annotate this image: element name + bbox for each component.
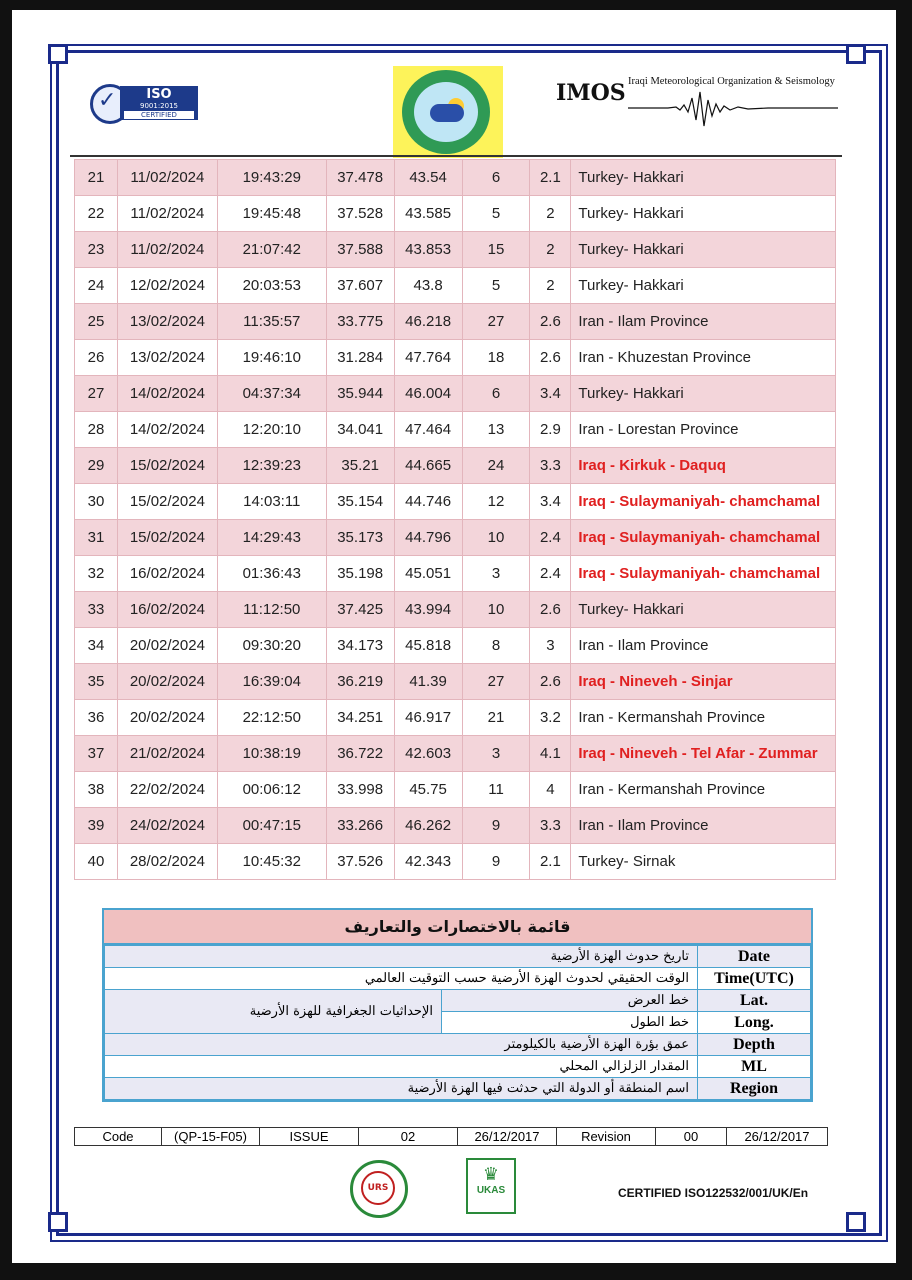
check-icon: ✓ [98,88,117,113]
row-number-cell: 34 [75,628,118,664]
magnitude-cell: 2.4 [530,520,571,556]
date-cell: 13/02/2024 [117,304,217,340]
table-row [75,268,836,304]
magnitude-cell: 2.6 [530,304,571,340]
table-row [75,628,836,664]
table-row [75,772,836,808]
abbr-coordinates: الإحداثيات الجغرافية للهزة الأرضية [105,990,442,1034]
row-number-cell: 30 [75,484,118,520]
depth-cell: 3 [462,736,530,772]
latitude-cell: 34.173 [326,628,394,664]
time-cell: 19:46:10 [217,340,326,376]
depth-cell: 27 [462,664,530,700]
magnitude-cell: 3.4 [530,484,571,520]
latitude-cell: 35.198 [326,556,394,592]
depth-cell: 10 [462,520,530,556]
latitude-cell: 37.478 [326,160,394,196]
longitude-cell: 46.917 [394,700,462,736]
longitude-cell: 47.764 [394,340,462,376]
issue-date: 26/12/2017 [458,1128,557,1146]
table-row [75,376,836,412]
crown-icon: ♛ [482,1164,500,1184]
longitude-cell: 43.54 [394,160,462,196]
date-cell: 11/02/2024 [117,232,217,268]
longitude-cell: 43.8 [394,268,462,304]
org-short-name: IMOS [556,80,626,106]
depth-cell: 5 [462,196,530,232]
magnitude-cell: 4.1 [530,736,571,772]
abbreviations-title: قائمة بالاختصارات والتعاريف [104,910,811,945]
table-row [75,412,836,448]
time-cell: 19:45:48 [217,196,326,232]
time-cell: 11:12:50 [217,592,326,628]
date-cell: 15/02/2024 [117,484,217,520]
latitude-cell: 33.775 [326,304,394,340]
magnitude-cell: 2 [530,232,571,268]
depth-cell: 9 [462,808,530,844]
date-cell: 22/02/2024 [117,772,217,808]
longitude-cell: 46.218 [394,304,462,340]
depth-cell: 11 [462,772,530,808]
row-number-cell: 33 [75,592,118,628]
abbr-row [105,1056,811,1078]
date-cell: 11/02/2024 [117,160,217,196]
date-cell: 16/02/2024 [117,556,217,592]
cloud-icon [430,104,464,122]
depth-cell: 6 [462,376,530,412]
row-number-cell: 23 [75,232,118,268]
abbr-row [105,1034,811,1056]
abbr-arabic: تاريخ حدوث الهزة الأرضية [105,946,698,968]
longitude-cell: 47.464 [394,412,462,448]
depth-cell: 5 [462,268,530,304]
iso-standard: 9001:2015 [140,102,178,110]
magnitude-cell: 2.9 [530,412,571,448]
revision-value: 00 [656,1128,727,1146]
table-row [75,484,836,520]
date-cell: 24/02/2024 [117,808,217,844]
longitude-cell: 46.004 [394,376,462,412]
table-row [75,844,836,880]
latitude-cell: 37.588 [326,232,394,268]
row-number-cell: 21 [75,160,118,196]
longitude-cell: 43.994 [394,592,462,628]
depth-cell: 12 [462,484,530,520]
abbr-row [105,1078,811,1100]
row-number-cell: 27 [75,376,118,412]
document-code-table [74,1127,828,1146]
table-row [75,808,836,844]
depth-cell: 15 [462,232,530,268]
latitude-cell: 35.154 [326,484,394,520]
table-row [75,232,836,268]
region-cell: Iraq - Sulaymaniyah- chamchamal [571,520,836,556]
latitude-cell: 36.219 [326,664,394,700]
magnitude-cell: 3 [530,628,571,664]
abbr-english: Time(UTC) [698,968,811,990]
longitude-cell: 43.853 [394,232,462,268]
region-cell: Iran - Ilam Province [571,304,836,340]
region-cell: Iraq - Nineveh - Tel Afar - Zummar [571,736,836,772]
urs-logo [350,1160,408,1218]
region-cell: Turkey- Sirnak [571,844,836,880]
row-number-cell: 35 [75,664,118,700]
row-number-cell: 29 [75,448,118,484]
row-number-cell: 28 [75,412,118,448]
depth-cell: 6 [462,160,530,196]
border-corner [846,1212,866,1232]
iso-text: ISO [146,87,172,102]
ukas-text: UKAS [476,1185,506,1196]
date-cell: 20/02/2024 [117,700,217,736]
row-number-cell: 32 [75,556,118,592]
abbr-row [105,990,811,1012]
time-cell: 20:03:53 [217,268,326,304]
time-cell: 10:45:32 [217,844,326,880]
table-row [75,520,836,556]
longitude-cell: 41.39 [394,664,462,700]
region-cell: Turkey- Hakkari [571,268,836,304]
magnitude-cell: 2.1 [530,844,571,880]
abbr-arabic: خط الطول [442,1012,698,1034]
region-cell: Turkey- Hakkari [571,376,836,412]
latitude-cell: 37.425 [326,592,394,628]
magnitude-cell: 4 [530,772,571,808]
border-corner [48,44,68,64]
abbr-english: ML [698,1056,811,1078]
abbr-row [105,946,811,968]
longitude-cell: 45.818 [394,628,462,664]
abbr-english: Region [698,1078,811,1100]
abbr-arabic: خط العرض [442,990,698,1012]
latitude-cell: 33.266 [326,808,394,844]
revision-label: Revision [557,1128,656,1146]
table-row [75,340,836,376]
certification-text: CERTIFIED ISO122532/001/UK/En [618,1186,809,1200]
row-number-cell: 38 [75,772,118,808]
abbr-arabic: المقدار الزلزالي المحلي [105,1056,698,1078]
table-row [75,448,836,484]
date-cell: 14/02/2024 [117,412,217,448]
abbr-arabic: عمق بؤرة الهزة الأرضية بالكيلومتر [105,1034,698,1056]
abbreviations-box [102,908,813,1102]
magnitude-cell: 2.6 [530,340,571,376]
latitude-cell: 35.21 [326,448,394,484]
time-cell: 21:07:42 [217,232,326,268]
row-number-cell: 24 [75,268,118,304]
abbr-english: Date [698,946,811,968]
latitude-cell: 31.284 [326,340,394,376]
time-cell: 11:35:57 [217,304,326,340]
emblem-core [414,82,478,142]
latitude-cell: 36.722 [326,736,394,772]
depth-cell: 3 [462,556,530,592]
magnitude-cell: 3.3 [530,808,571,844]
region-cell: Iraq - Sulaymaniyah- chamchamal [571,556,836,592]
date-cell: 16/02/2024 [117,592,217,628]
date-cell: 21/02/2024 [117,736,217,772]
time-cell: 12:39:23 [217,448,326,484]
revision-date: 26/12/2017 [727,1128,828,1146]
latitude-cell: 34.041 [326,412,394,448]
longitude-cell: 45.75 [394,772,462,808]
region-cell: Turkey- Hakkari [571,160,836,196]
region-cell: Iran - Kermanshah Province [571,772,836,808]
abbr-english: Depth [698,1034,811,1056]
depth-cell: 13 [462,412,530,448]
border-corner [846,44,866,64]
table-row [75,664,836,700]
abbr-row [105,968,811,990]
depth-cell: 18 [462,340,530,376]
code-row [75,1128,828,1146]
magnitude-cell: 2 [530,268,571,304]
time-cell: 00:06:12 [217,772,326,808]
table-row [75,304,836,340]
magnitude-cell: 2.6 [530,664,571,700]
depth-cell: 10 [462,592,530,628]
abbr-arabic: الوقت الحقيقي لحدوث الهزة الأرضية حسب التوقيت العالمي [105,968,698,990]
time-cell: 12:20:10 [217,412,326,448]
row-number-cell: 26 [75,340,118,376]
time-cell: 14:03:11 [217,484,326,520]
latitude-cell: 34.251 [326,700,394,736]
header-divider [70,155,842,157]
date-cell: 14/02/2024 [117,376,217,412]
longitude-cell: 42.603 [394,736,462,772]
date-cell: 13/02/2024 [117,340,217,376]
latitude-cell: 35.944 [326,376,394,412]
region-cell: Iran - Ilam Province [571,808,836,844]
time-cell: 10:38:19 [217,736,326,772]
seismograph-icon [628,88,838,128]
code-label: Code [75,1128,162,1146]
date-cell: 12/02/2024 [117,268,217,304]
magnitude-cell: 3.2 [530,700,571,736]
ukas-logo [466,1158,516,1214]
issue-label: ISSUE [260,1128,359,1146]
longitude-cell: 44.746 [394,484,462,520]
region-cell: Turkey- Hakkari [571,592,836,628]
region-cell: Iraq - Sulaymaniyah- chamchamal [571,484,836,520]
iso-certified: CERTIFIED [124,111,194,119]
longitude-cell: 44.665 [394,448,462,484]
emblem-ring [402,70,490,154]
row-number-cell: 39 [75,808,118,844]
depth-cell: 9 [462,844,530,880]
longitude-cell: 46.262 [394,808,462,844]
depth-cell: 24 [462,448,530,484]
table-row [75,736,836,772]
abbr-arabic: اسم المنطقة أو الدولة التي حدثت فيها الهزة الأرضية [105,1078,698,1100]
longitude-cell: 45.051 [394,556,462,592]
date-cell: 15/02/2024 [117,448,217,484]
row-number-cell: 31 [75,520,118,556]
time-cell: 16:39:04 [217,664,326,700]
region-cell: Iran - Ilam Province [571,628,836,664]
date-cell: 20/02/2024 [117,628,217,664]
table-row [75,592,836,628]
table-row [75,196,836,232]
code-value: (QP-15-F05) [162,1128,260,1146]
document-header [70,62,840,158]
date-cell: 11/02/2024 [117,196,217,232]
magnitude-cell: 2 [530,196,571,232]
date-cell: 20/02/2024 [117,664,217,700]
table-row [75,556,836,592]
time-cell: 19:43:29 [217,160,326,196]
abbr-english: Long. [698,1012,811,1034]
iso-badge [120,86,198,120]
iso-logo [90,82,200,126]
latitude-cell: 37.528 [326,196,394,232]
time-cell: 01:36:43 [217,556,326,592]
border-corner [48,1212,68,1232]
latitude-cell: 35.173 [326,520,394,556]
latitude-cell: 37.607 [326,268,394,304]
depth-cell: 8 [462,628,530,664]
time-cell: 00:47:15 [217,808,326,844]
issue-value: 02 [359,1128,458,1146]
row-number-cell: 36 [75,700,118,736]
magnitude-cell: 3.3 [530,448,571,484]
longitude-cell: 43.585 [394,196,462,232]
latitude-cell: 37.526 [326,844,394,880]
date-cell: 15/02/2024 [117,520,217,556]
date-cell: 28/02/2024 [117,844,217,880]
region-cell: Iran - Lorestan Province [571,412,836,448]
row-number-cell: 22 [75,196,118,232]
abbr-english: Lat. [698,990,811,1012]
row-number-cell: 25 [75,304,118,340]
magnitude-cell: 2.6 [530,592,571,628]
longitude-cell: 42.343 [394,844,462,880]
time-cell: 14:29:43 [217,520,326,556]
magnitude-cell: 2.1 [530,160,571,196]
region-cell: Iran - Khuzestan Province [571,340,836,376]
org-full-name: Iraqi Meteorological Organization & Seismology [628,76,835,87]
table-row [75,700,836,736]
region-cell: Iraq - Kirkuk - Daquq [571,448,836,484]
row-number-cell: 37 [75,736,118,772]
time-cell: 09:30:20 [217,628,326,664]
earthquake-table [74,159,836,880]
organization-emblem [393,66,503,158]
urs-text: URS [361,1171,395,1205]
region-cell: Turkey- Hakkari [571,196,836,232]
depth-cell: 21 [462,700,530,736]
region-cell: Iraq - Nineveh - Sinjar [571,664,836,700]
time-cell: 04:37:34 [217,376,326,412]
depth-cell: 27 [462,304,530,340]
magnitude-cell: 3.4 [530,376,571,412]
latitude-cell: 33.998 [326,772,394,808]
region-cell: Turkey- Hakkari [571,232,836,268]
region-cell: Iran - Kermanshah Province [571,700,836,736]
abbreviations-table [104,945,811,1100]
magnitude-cell: 2.4 [530,556,571,592]
row-number-cell: 40 [75,844,118,880]
table-row [75,160,836,196]
time-cell: 22:12:50 [217,700,326,736]
longitude-cell: 44.796 [394,520,462,556]
